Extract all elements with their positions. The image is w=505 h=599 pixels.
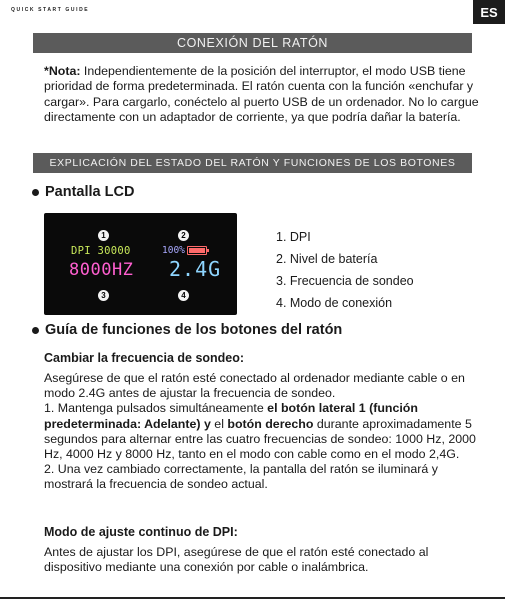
polling-step1-bold-right: botón derecho — [227, 416, 314, 431]
lcd-badge-1: 1 — [98, 230, 109, 241]
connection-note — [44, 64, 482, 125]
lcd-legend-item: 2. Nivel de batería — [276, 252, 378, 266]
section-title-mouse-connection: CONEXIÓN DEL RATÓN — [33, 33, 472, 53]
polling-step1-bold-side: el botón lateral 1 (función predeterminada: Adelante) y — [44, 401, 418, 431]
lcd-battery-percent: 100% — [162, 245, 185, 256]
dpi-paragraph: Antes de ajustar los DPI, asegúrese de que el ratón esté conectado al dispositivo mediante una conexión por cable o inalámbrica. — [44, 545, 429, 575]
polling-step1-text: durante aproximadamente 5 segundos para alternar entre las cuatro frecuencias de sondeo: 1000 Hz, 2000 Hz, 4000 Hz y 8000 Hz, tanto en el modo con cable como en el modo 2,4G. — [44, 416, 476, 462]
polling-step1-text: 1. Mantenga pulsados simultáneamente — [44, 401, 268, 416]
polling-paragraph-3: 2. Una vez cambiado correctamente, la pantalla del ratón se iluminará y mostrará la frecuencia de sondeo actual. — [44, 462, 438, 492]
buttons-guide-heading-text: Guía de funciones de los botones del ratón — [45, 322, 343, 338]
lcd-dpi-readout: DPI 30000 — [71, 245, 131, 257]
language-tab: ES — [473, 0, 505, 24]
lcd-legend — [276, 226, 414, 314]
battery-icon — [187, 246, 207, 255]
polling-instructions — [44, 371, 484, 493]
lcd-badge-2: 2 — [178, 230, 189, 241]
bullet-icon — [32, 327, 39, 334]
lcd-legend-item: 4. Modo de conexión — [276, 296, 393, 310]
lcd-heading-text: Pantalla LCD — [45, 184, 135, 200]
polling-paragraph-2 — [44, 401, 484, 462]
lcd-battery-readout — [162, 245, 207, 256]
note-text: Independientemente de la posición del interruptor, el modo USB tiene prioridad de forma predeterminada. El ratón cuenta con la función «enchufar y cargar». Para cargarlo, conéctelo al puerto USB de un ordenador. No lo cargue directamente con un adaptador de corriente, ya que podría dañar la batería. — [44, 64, 479, 124]
polling-step1-text: el — [210, 416, 228, 431]
dpi-subheading: Modo de ajuste continuo de DPI: — [44, 525, 238, 539]
guide-label: QUICK START GUIDE — [11, 7, 90, 13]
lcd-heading — [32, 184, 134, 200]
bullet-icon — [32, 189, 39, 196]
lcd-legend-item: 3. Frecuencia de sondeo — [276, 274, 414, 288]
lcd-polling-readout: 8000HZ — [69, 260, 134, 280]
lcd-badge-4: 4 — [178, 290, 189, 301]
polling-paragraph-1: Asegúrese de que el ratón esté conectado al ordenador mediante cable o en modo 2.4G antes de ajustar la frecuencia de sondeo. — [44, 371, 465, 401]
polling-subheading: Cambiar la frecuencia de sondeo: — [44, 351, 245, 365]
note-label: *Nota: — [44, 64, 81, 78]
lcd-mode-readout: 2.4G — [169, 257, 222, 281]
lcd-badge-3: 3 — [98, 290, 109, 301]
buttons-guide-heading — [32, 322, 342, 338]
lcd-legend-item: 1. DPI — [276, 230, 311, 244]
lcd-screen-image — [44, 213, 237, 315]
section-title-status-buttons: EXPLICACIÓN DEL ESTADO DEL RATÓN Y FUNCIONES DE LOS BOTONES — [33, 153, 472, 173]
